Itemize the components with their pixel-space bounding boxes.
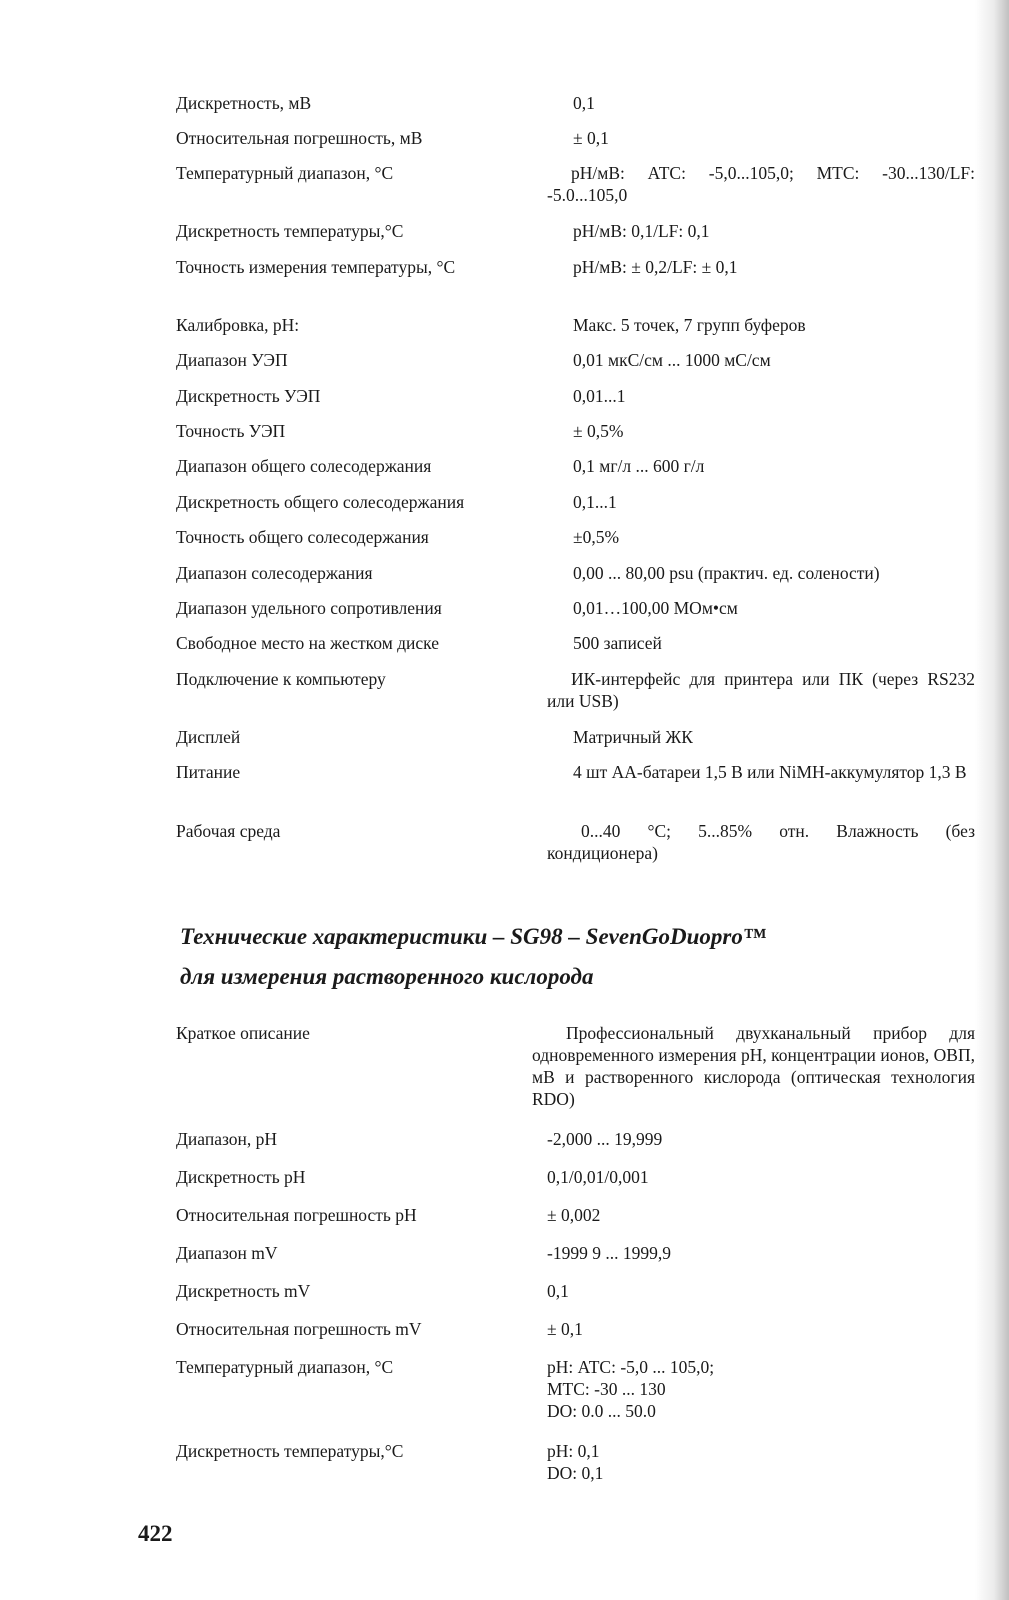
spec-value: 0,01…100,00 МОм•см (573, 598, 738, 618)
spec-value-line: pH: АТС: -5,0 ... 105,0; (547, 1357, 715, 1377)
spec-label: Дискретность УЭП (176, 386, 321, 406)
spec-label: Диапазон, pH (176, 1129, 278, 1149)
spec-value: 0,1/0,01/0,001 (547, 1167, 649, 1187)
spec-label: Дискретность температуры,°С (176, 221, 404, 241)
spec-value: ±0,5% (573, 527, 620, 547)
spec-label: Дискретность общего солесодержания (176, 492, 465, 512)
spec-value: 0...40 °С; 5...85% отн. Влажность (без кондиционера) (547, 821, 975, 863)
spec-value: -1999 9 ... 1999,9 (547, 1243, 671, 1263)
spec-value: pH/мВ: 0,1/LF: 0,1 (573, 221, 710, 241)
spec-value: ± 0,1 (547, 1319, 583, 1339)
spec-value: ± 0,1 (573, 128, 609, 148)
section-heading-line-2: для измерения растворенного кислорода (180, 964, 594, 989)
spec-value: ± 0,002 (547, 1205, 601, 1225)
spec-value-line: МТС: -30 ... 130 (547, 1379, 666, 1399)
spec-value: 0,1 мг/л ... 600 г/л (573, 456, 705, 476)
spec-value: pH/мВ: АТС: -5,0...105,0; МТС: -30...130/LF: -5.0...105,0 (547, 163, 975, 205)
spec-label: Калибровка, pH: (176, 315, 300, 335)
spec-value-line: DO: 0.0 ... 50.0 (547, 1401, 656, 1421)
spec-value: 500 записей (573, 633, 662, 653)
spec-label: Точность общего солесодержания (176, 527, 429, 547)
spec-label: Точность измерения температуры, °С (176, 257, 456, 277)
spec-value-line: DO: 0,1 (547, 1463, 604, 1483)
spec-value: ИК-интерфейс для принтера или ПК (через RS232 или USB) (547, 669, 975, 711)
spec-value: Матричный ЖК (573, 727, 693, 747)
spec-label: Точность УЭП (176, 421, 286, 441)
spec-label: Относительная погрешность mV (176, 1319, 422, 1339)
section-heading-line-1: Технические характеристики – SG98 – SevenGoDuopro™ (180, 924, 766, 949)
spec-label: Дисплей (176, 727, 241, 747)
spec-value: 0,00 ... 80,00 psu (практич. ед. солености) (573, 563, 880, 583)
spec-label: Температурный диапазон, °С (176, 163, 394, 183)
spec-value-multiline (547, 1356, 975, 1422)
spec-value: 4 шт АА-батареи 1,5 В или NiMH-аккумулятор 1,3 В (573, 762, 967, 782)
spec-value-multiline (547, 1440, 975, 1484)
spec-label: Свободное место на жестком диске (176, 633, 440, 653)
spec-value: 0,1...1 (573, 492, 617, 512)
spec-label: Температурный диапазон, °С (176, 1357, 394, 1377)
spec-label: Относительная погрешность pH (176, 1205, 417, 1225)
spec-value: 0,01 мкС/см ... 1000 мС/см (573, 350, 771, 370)
spec-value-line: pH: 0,1 (547, 1441, 600, 1461)
spec-value: pH/мВ: ± 0,2/LF: ± 0,1 (573, 257, 738, 277)
spec-label: Подключение к компьютеру (176, 669, 386, 689)
spec-value: Макс. 5 точек, 7 групп буферов (573, 315, 806, 335)
spec-label: Краткое описание (176, 1023, 310, 1043)
spec-value: Профессиональный двухканальный прибор для одновременного измерения pH, концентрации ионов, ОВП, мВ и растворенного кислорода (оптическая технология RDO) (532, 1023, 975, 1109)
spec-label: Диапазон удельного сопротивления (176, 598, 442, 618)
spec-label: Дискретность mV (176, 1281, 311, 1301)
spec-label: Питание (176, 762, 241, 782)
spec-label: Относительная погрешность, мВ (176, 128, 423, 148)
spec-value: 0,01...1 (573, 386, 626, 406)
page-number: 422 (138, 1521, 173, 1546)
spec-value: -2,000 ... 19,999 (547, 1129, 663, 1149)
spec-label: Диапазон солесодержания (176, 563, 373, 583)
spec-label: Рабочая среда (176, 821, 281, 841)
spec-value: 0,1 (547, 1281, 569, 1301)
spec-value: 0,1 (573, 93, 595, 113)
spec-label: Диапазон УЭП (176, 350, 288, 370)
spec-label: Дискретность температуры,°С (176, 1441, 404, 1461)
spec-label: Дискретность pH (176, 1167, 306, 1187)
page-edge-shadow (975, 0, 1009, 1600)
spec-label: Диапазон mV (176, 1243, 278, 1263)
spec-value: ± 0,5% (573, 421, 624, 441)
spec-label: Диапазон общего солесодержания (176, 456, 432, 476)
spec-label: Дискретность, мВ (176, 93, 312, 113)
